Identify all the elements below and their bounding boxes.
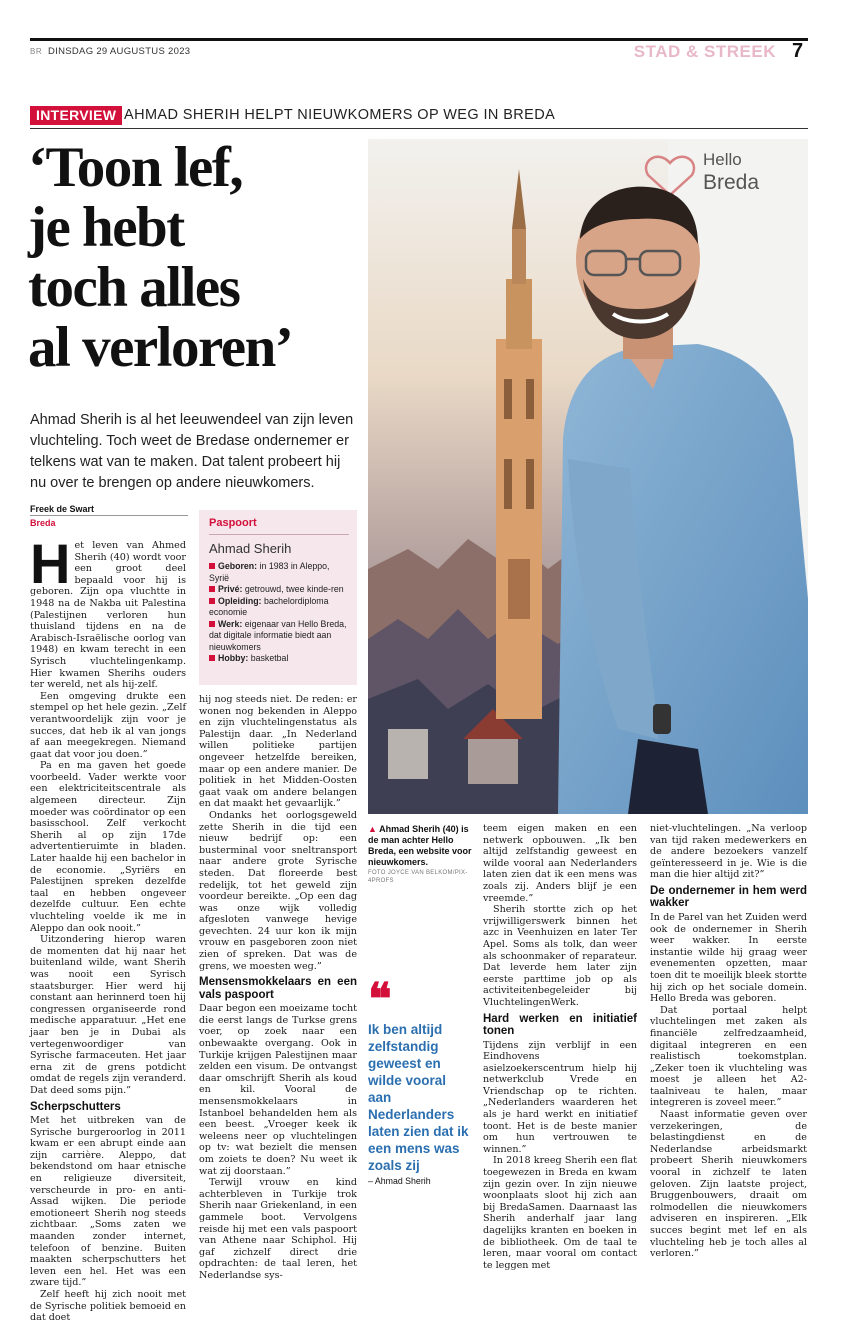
- svg-text:Breda: Breda: [703, 171, 760, 194]
- kicker-text: AHMAD SHERIH HELPT NIEUWKOMERS OP WEG IN BREDA: [124, 107, 556, 123]
- body-paragraph: Naast informatie geven over verzekeringen, de belastingdienst en de Nederlandse arbeidsmarkt probeert Sherih nieuwkomers vooral in zichzelf te laten geloven. Zijn laatste project, Bruggenbouwers, draait om rolmodellen die nieuwkomers adviseren en inspireren. „Elk succes begint met lef en als vluchteling heb je toch alles al verloren.”: [650, 1109, 807, 1260]
- byline-location: Breda: [30, 518, 56, 528]
- byline-author: Freek de Swart: [30, 504, 95, 514]
- paspoort-item: Werk: eigenaar van Hello Breda, dat digitale informatie biedt aan nieuwkomers: [209, 618, 347, 652]
- article-column-4: [650, 823, 807, 1260]
- top-rule: [30, 38, 808, 41]
- portrait-illustration: [368, 139, 808, 814]
- bullet-square-icon: [209, 586, 215, 592]
- page-number: 7: [792, 40, 804, 62]
- subheading: Scherpschutters: [30, 1100, 121, 1113]
- kicker: [30, 104, 808, 126]
- intro-paragraph: Ahmad Sherih is al het leeuwendeel van zijn leven vluchteling. Toch weet de Bredase ondernemer er telkens wat van te maken. Dat talent probeert hij nu over te brengen op andere nieuwkomers.: [30, 412, 354, 491]
- svg-text:Hello: Hello: [703, 150, 742, 169]
- photo-caption: ▲ Ahmad Sherih (40) is de man achter Hello Breda, een website voor nieuwkomers.: [368, 824, 472, 867]
- article-column-1: [30, 532, 186, 1324]
- body-paragraph: teem eigen maken en een netwerk opbouwen. „Ik ben altijd zelfstandig geweest en wilde vooral aan Nederlanders laten zien dat ik een mens was zoals zij. Anders blijf je een vreemde.”: [483, 823, 637, 904]
- body-paragraph: In de Parel van het Zuiden werd ook de ondernemer in Sherih weer wakker. In eerste instantie wilde hij graag weer evenementen opzetten, maar toen dit te moeilijk bleek stortte hij zich op het sociale domein. Hello Breda was geboren.: [650, 911, 807, 1005]
- body-paragraph: Met het uitbreken van de Syrische burgeroorlog in 2011 kwam er een abrupt einde aan zijn carrière. Aleppo, dat bekendstond om haar etnische en religieuze diversiteit, verscheurde in pro- en anti-Assad wijken. Die periode emotioneert Sherih nog steeds zichtbaar. „Soms zaten we maanden zonder internet, telefoon of benzine. Buiten maakten scherpschutters het leven een hel. Het was een zware tijd.”: [30, 1115, 186, 1289]
- article-column-2: [199, 694, 357, 1282]
- quote-text: Ik ben altijd zelfstandig geweest en wilde vooral aan Nederlanders laten zien dat ik een mens was zoals zij: [368, 1022, 469, 1173]
- body-paragraph: Dat portaal helpt vluchtelingen met zaken als financiële zelfredzaamheid, digitaal integreren en een realistisch toekomstplan. „Zeker toen ik vluchteling was moest je alleen het A2-taalniveau te halen, maar integreren is zoveel meer.”: [650, 1004, 807, 1109]
- paspoort-title: Paspoort: [209, 517, 257, 529]
- subheading: Hard werken en initiatief tonen: [483, 1012, 637, 1037]
- body-paragraph: Zelf heeft hij zich nooit met de Syrische politiek bemoeid en dat doet: [30, 1288, 186, 1324]
- body-paragraph: Ondanks het oorlogsgeweld zette Sherih in die tijd een nieuw bedrijf op: een busterminal voor sneltransport naar andere grote Syrische steden. Dat floreerde best redelijk, tot het geweld zijn voordeur bereikte. „Op een dag was onze wijk volledig afgesloten vanwege hevige gevechten. 24 uur kon ik mijn vrouw en pasgeboren zoon niet zien of spreken. Dat was de grens, we moesten weg.”: [199, 809, 357, 972]
- paspoort-list: [209, 561, 351, 665]
- body-paragraph: Het leven van Ahmed Sherih (40) wordt voor een groot deel bepaald voor hij is geboren. Zijn opa vluchtte in 1948 na de Nakba uit Palestina (Palestijnen verloren hun thuisland tijdens en na de Arabisch-Israëlische oorlog van 1948) en kwam terecht in een Syrisch vluchtelingenkamp. Hier kwamen Sherihs ouders ter wereld, net als hij-zelf.: [30, 532, 186, 691]
- photo-credit: FOTO JOYCE VAN BELKOM/PIX-4PROFS: [368, 870, 468, 884]
- bullet-square-icon: [209, 598, 215, 604]
- body-paragraph: Sherih stortte zich op het vrijwilligerswerk binnen het azc in Veenhuizen en later Ter Apel. Soms als tolk, dan weer als schoonmaker of reparateur. Dat leverde hem later zijn eerste parttime job op als activiteitenbegeleider bij VluchtelingenWerk.: [483, 904, 637, 1008]
- edition-code: BR: [30, 47, 43, 56]
- subheading: Mensensmokkelaars en een vals paspoort: [199, 976, 357, 1001]
- paspoort-name: Ahmad Sherih: [209, 541, 292, 556]
- bullet-square-icon: [209, 621, 215, 627]
- subheading: De ondernemer in hem werd wakker: [650, 884, 807, 910]
- body-paragraph: Daar begon een moeizame tocht die eerst langs de Turkse grens voer, op zoek naar een onbewaakte overgang. Ook in Turkije krijgen Palestijnen maar zelden een visum. De ontvangst daar omschrijft Sherih als koud en kil. Vooral de mensensmokkelaars in Istanboel behandelden hem als een beest. „Vroeger keek ik weleens neer op vluchtelingen op tv: wat bezielt die mensen om zoiets te doen? Nu weet ik wat zij doorstaan.”: [199, 1003, 357, 1177]
- paspoort-item: Privé: getrouwd, twee kinde-ren: [209, 584, 351, 596]
- body-paragraph: In 2018 kreeg Sherih een flat toegewezen in Breda en kwam zijn gezin over. In zijn nieuwe woonplaats sloot hij zich aan bij BredaSamen. Daarnaast las Sherih anderhalf jaar lang dagelijks kranten en boeken in de bibliotheek. Om de taal te leren, maar vooral om contact te leggen met: [483, 1155, 637, 1271]
- body-paragraph: Pa en ma gaven het goede voorbeeld. Vader werkte voor een elektriciteitscentrale als algemeen directeur. Zijn moeder was coördinator op een basisschool. Zelf verkocht Sherih al op zijn 17de advertentieruimte in bladen. Later haalde hij een bachelor in de economie. „Syriërs en Palestijnen spreken dezelfde taal en hebben ongeveer dezelfde cultuur. Een echte vluchteling voelde ik me in Aleppo dan ook nooit.”: [30, 760, 186, 934]
- paspoort-box: [199, 510, 357, 685]
- portrait-photo: [368, 139, 808, 814]
- headline: [28, 138, 358, 378]
- headline-line: toch alles: [28, 256, 240, 319]
- kicker-rule: [30, 128, 808, 129]
- headline-line: je hebt: [28, 196, 184, 259]
- body-paragraph: Een omgeving drukte een stempel op het hele gezin. „Zelf verantwoordelijk zijn voor je succes, dat heb ik al van jongs af aan meegekregen. Niemand gaat dat voor jou doen.”: [30, 690, 186, 760]
- bullet-square-icon: [209, 563, 215, 569]
- interview-tag: INTERVIEW: [30, 106, 122, 125]
- section-title: STAD & STREEK: [633, 42, 776, 61]
- caption-triangle-icon: ▲: [368, 824, 380, 834]
- body-paragraph: Uitzondering hierop waren de momenten dat hij naar het buitenland wilde, want Sherih was nooit een Syrisch staatsburger. Hier werd hij constant aan herinnerd toen hij congressen organiseerde rond medische apparatuur. „Het ene jaar ben je in Dubai als vertegenwoordiger van Syrische farmaceuten. Het jaar erna zit de grens potdicht omdat de regels zijn veranderd. Dat deed soms pijn.”: [30, 934, 186, 1096]
- pull-quote: [368, 975, 473, 1186]
- body-paragraph: hij nog steeds niet. De reden: er wonen nog bekenden in Aleppo en zijn vluchtelingenstatus als Palestijn daar. „In Nederland willen politieke partijen ongeveer hetzelfde bereiken, maar op een andere manier. De politiek in het Midden-Oosten gaat vaak om andere belangen en dat maakt het gevaarlijk.”: [199, 694, 357, 810]
- issue-date: DINSDAG 29 AUGUSTUS 2023: [48, 46, 191, 57]
- paspoort-item: Hobby: basketbal: [209, 653, 351, 665]
- headline-line: al verloren’: [28, 316, 293, 379]
- quote-mark-icon: ❝: [368, 975, 392, 1024]
- paspoort-item: Geboren: in 1983 in Aleppo, Syrië: [209, 561, 330, 583]
- byline-rule: [30, 515, 188, 516]
- body-paragraph: Terwijl vrouw en kind achterbleven in Turkije trok Sherih naar Griekenland, in een gammele boot. Vervolgens reisde hij met een vals paspoort van Athene naar Schiphol. Hij gaf zichzelf direct drie opdrachten: de taal leren, het Nederlandse sys-: [199, 1177, 357, 1281]
- bullet-square-icon: [209, 655, 215, 661]
- article-column-3: [483, 823, 637, 1271]
- body-paragraph: niet-vluchtelingen. „Na verloop van tijd raken medewerkers en de andere bezoekers vanzelf geïnteresseerd in je. Wie is die man die hier altijd zit?”: [650, 823, 807, 881]
- quote-attribution: – Ahmad Sherih: [368, 1176, 431, 1186]
- headline-line: ‘Toon lef,: [28, 136, 243, 199]
- paspoort-rule: [209, 534, 349, 535]
- drop-cap: H: [30, 532, 71, 595]
- paspoort-item: Opleiding: bachelordiploma economie: [209, 595, 329, 617]
- body-paragraph: Tijdens zijn verblijf in een Eindhovens asielzoekerscentrum hielp hij netwerkclub Vrede en Vriendschap op te richten. „Nederlanders waarderen het als je hard werkt en initiatief toont. Het is de beste manier om hun vertrouwen te winnen.”: [483, 1039, 637, 1155]
